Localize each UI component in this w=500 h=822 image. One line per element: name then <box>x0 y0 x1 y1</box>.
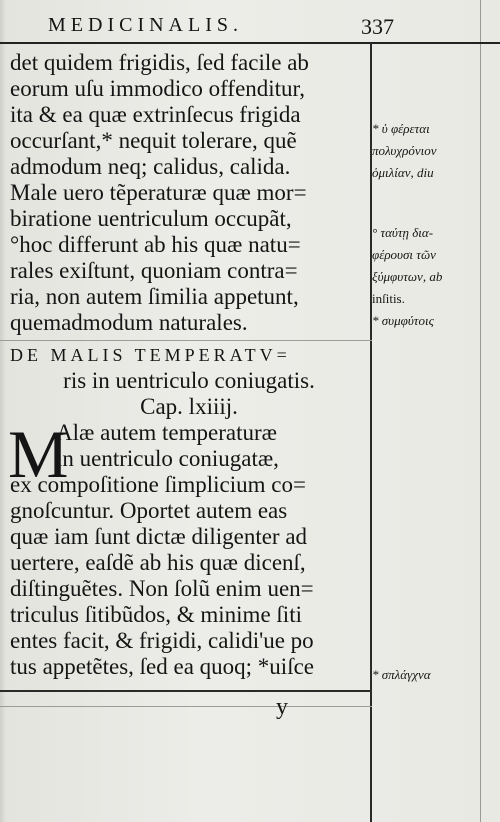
drop-capital: M <box>8 416 69 492</box>
text-line: quemadmodum naturales. <box>10 310 248 335</box>
margin-note: * σπλάγχνα <box>372 667 431 682</box>
text-line: Male uero tẽperaturæ quæ mor= <box>10 180 307 205</box>
bottom-margin-rule <box>0 706 372 707</box>
text-line: in uentriculo coniugatæ, <box>56 446 279 471</box>
text-line: occurſant,* nequit tolerare, quẽ <box>10 128 297 153</box>
running-title: MEDICINALIS. <box>48 14 243 36</box>
margin-note: ξύμφυτων, ab <box>372 269 443 284</box>
text-line: ita & ea quæ extrinſecus frigida <box>10 102 301 127</box>
margin-note: ° ταύτῃ δια- <box>372 225 434 240</box>
section-subheading: ris in uentriculo coniugatis. <box>63 368 315 393</box>
text-block-bottom-rule <box>0 690 372 692</box>
text-line: admodum neq; calidus, calida. <box>10 154 291 179</box>
margin-note-group-3 <box>372 664 480 686</box>
section-heading: DE MALIS TEMPERATV= <box>10 345 291 365</box>
margin-note: * ὑ φέρεται <box>372 121 430 136</box>
margin-note: πολυχρόνιον <box>372 143 437 158</box>
margin-note-group-2 <box>372 222 480 332</box>
margin-note: ὁμιλίαν, diu <box>372 165 434 180</box>
signature-mark: y <box>276 694 288 720</box>
text-line: gnoſcuntur. Oportet autem eas <box>10 498 288 523</box>
main-text-column <box>10 50 368 680</box>
text-line: det quidem frigidis, ſed facile ab <box>10 50 309 75</box>
margin-note: φέρουσι τῶν <box>372 247 436 262</box>
chapter-number: Cap. lxiiij. <box>140 394 238 419</box>
text-line: biratione uentriculum occupãt, <box>10 206 292 231</box>
text-line: triculus ſitibũdos, & minime ſiti <box>10 602 302 627</box>
text-line: tus appetẽtes, ſed ea quoq; *uiſce <box>10 654 315 679</box>
text-line: rales exiſtunt, quoniam contra= <box>10 258 298 283</box>
margin-note-group-1 <box>372 118 480 184</box>
text-line: quæ iam ſunt dictæ diligenter ad <box>10 524 308 549</box>
text-line: entes facit, & frigidi, calidi'ue po <box>10 628 314 653</box>
page-edge-rule <box>480 0 481 822</box>
text-line: eorum uſu immodico offenditur, <box>10 76 306 101</box>
page-number: 337 <box>361 14 394 39</box>
text-line: ex compoſitione ſimplicium co= <box>10 472 306 497</box>
text-line: diſtinguẽtes. Non ſolũ enim uen= <box>10 576 314 601</box>
text-line: °hoc differunt ab his quæ natu= <box>10 232 301 257</box>
text-line: uertere, eaſdẽ ab his quæ dicenſ, <box>10 550 306 575</box>
header-rule <box>0 42 500 44</box>
margin-note: inſitis. <box>372 291 405 306</box>
text-line: ria, non autem ſimilia appetunt, <box>10 284 299 309</box>
text-line: Alæ autem temperaturæ <box>56 420 277 445</box>
margin-note: * συμφύτοις <box>372 313 434 328</box>
